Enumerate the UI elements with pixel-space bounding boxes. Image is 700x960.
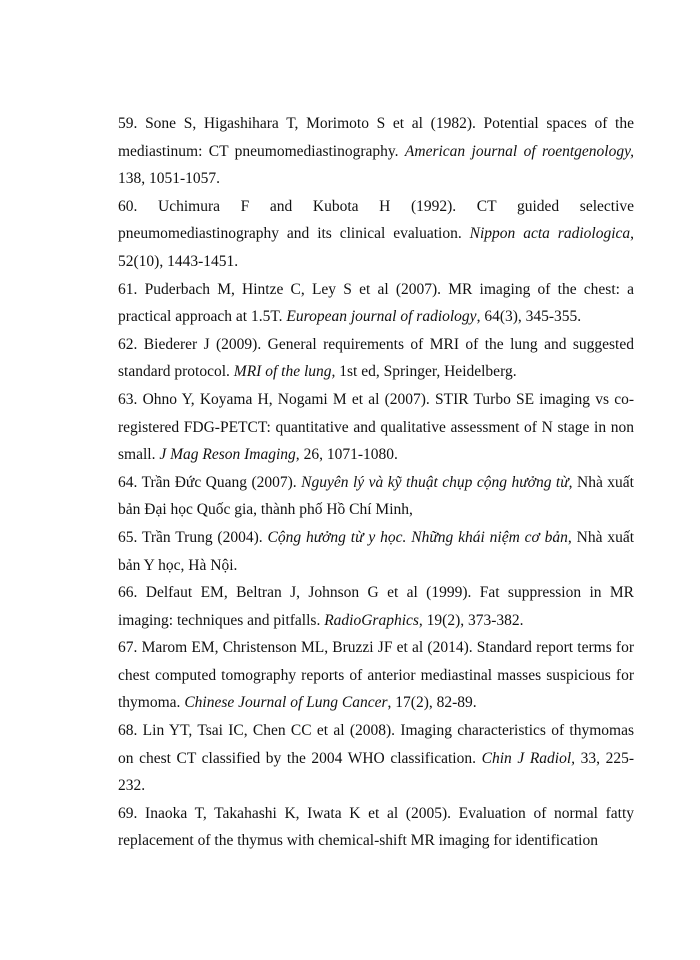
reference-number: 60.: [118, 197, 138, 215]
reference-details: , 52(10), 1443-1451.: [118, 225, 634, 270]
reference-number: 59.: [118, 115, 138, 132]
reference-number: 63.: [118, 390, 138, 408]
reference-details: , Nhà xuất bản Đại học Quốc gia, thành phố Hồ Chí Minh,: [118, 473, 634, 519]
reference-number: 66.: [118, 584, 138, 602]
reference-authors-title: Inaoka T, Takahashi K, Iwata K et al (2005). Evaluation of normal fatty replacement of the thymus with chemical-shift MR imaging for identification: [118, 804, 635, 850]
reference-number: 61.: [118, 280, 138, 298]
reference-details: , 19(2), 373-382.: [418, 611, 524, 629]
reference-item: [118, 469, 634, 524]
reference-number: 69.: [118, 804, 138, 822]
reference-details: 138, 1051-1057.: [118, 170, 221, 188]
reference-journal: Cộng hưởng từ y học. Những khái niệm cơ bản: [267, 528, 568, 546]
reference-journal: Chin J Radiol,: [481, 749, 576, 767]
reference-authors-title: Delfaut EM, Beltran J, Johnson G et al (1999). Fat suppression in MR imaging: techniques and pitfalls.: [118, 584, 635, 629]
reference-journal: Nguyên lý và kỹ thuật chụp cộng hưởng từ: [301, 473, 569, 491]
reference-details: 33, 225-232.: [118, 749, 635, 795]
reference-journal: European journal of radiology: [286, 308, 477, 326]
reference-details: 1st ed, Springer, Heidelberg.: [339, 363, 517, 381]
reference-authors-title: Ohno Y, Koyama H, Nogami M et al (2007). STIR Turbo SE imaging vs co-registered FDG-PETCT: quantitative and qualitative assessment of N stage in non small.: [118, 390, 634, 464]
reference-journal: Chinese Journal of Lung Cancer: [184, 694, 388, 712]
reference-item: [118, 634, 634, 717]
reference-item: [118, 800, 634, 855]
reference-details: , Nhà xuất bản Y học, Hà Nội.: [118, 528, 634, 574]
reference-details: 26, 1071-1080.: [303, 446, 398, 464]
reference-authors-title: Trần Đức Quang (2007).: [141, 473, 297, 491]
reference-authors-title: Trần Trung (2004).: [141, 528, 263, 546]
reference-item: [118, 331, 634, 386]
reference-authors-title: Marom EM, Christenson ML, Bruzzi JF et al (2014). Standard report terms for chest computed tomography reports of anterior mediastinal masses suspicious for thymoma.: [118, 639, 635, 712]
reference-item: [118, 717, 634, 800]
reference-journal: Nippon acta radiologica: [469, 225, 631, 243]
reference-number: 62.: [118, 335, 138, 353]
reference-details: , 17(2), 82-89.: [387, 694, 477, 712]
reference-authors-title: Uchimura F and Kubota H (1992). CT guided selective pneumomediastinography and its clinical evaluation.: [118, 197, 635, 243]
reference-item: [118, 193, 634, 276]
reference-item: [118, 579, 634, 634]
reference-number: 68.: [118, 722, 138, 740]
reference-item: [118, 524, 634, 579]
reference-authors-title: Puderbach M, Hintze C, Ley S et al (2007). MR imaging of the chest: a practical approach at 1.5T.: [118, 280, 635, 326]
reference-item: [118, 276, 634, 331]
reference-journal: MRI of the lung,: [233, 363, 336, 381]
reference-journal: RadioGraphics: [324, 611, 419, 629]
reference-details: , 64(3), 345-355.: [476, 308, 582, 326]
reference-list: [118, 110, 634, 855]
reference-journal: J Mag Reson Imaging,: [159, 446, 300, 464]
reference-authors-title: Sone S, Higashihara T, Morimoto S et al (1982). Potential spaces of the mediastinum: CT pneumomediastinography.: [118, 115, 634, 160]
reference-authors-title: Biederer J (2009). General requirements of MRI of the lung and suggested standard protocol.: [118, 335, 634, 381]
reference-number: 64.: [118, 473, 138, 491]
reference-journal: American journal of roentgenology,: [404, 142, 634, 160]
reference-number: 65.: [118, 528, 138, 546]
reference-item: [118, 386, 634, 469]
reference-authors-title: Lin YT, Tsai IC, Chen CC et al (2008). Imaging characteristics of thymomas on chest CT classified by the 2004 WHO classification.: [118, 722, 634, 767]
reference-item: [118, 110, 634, 193]
reference-number: 67.: [118, 639, 138, 657]
